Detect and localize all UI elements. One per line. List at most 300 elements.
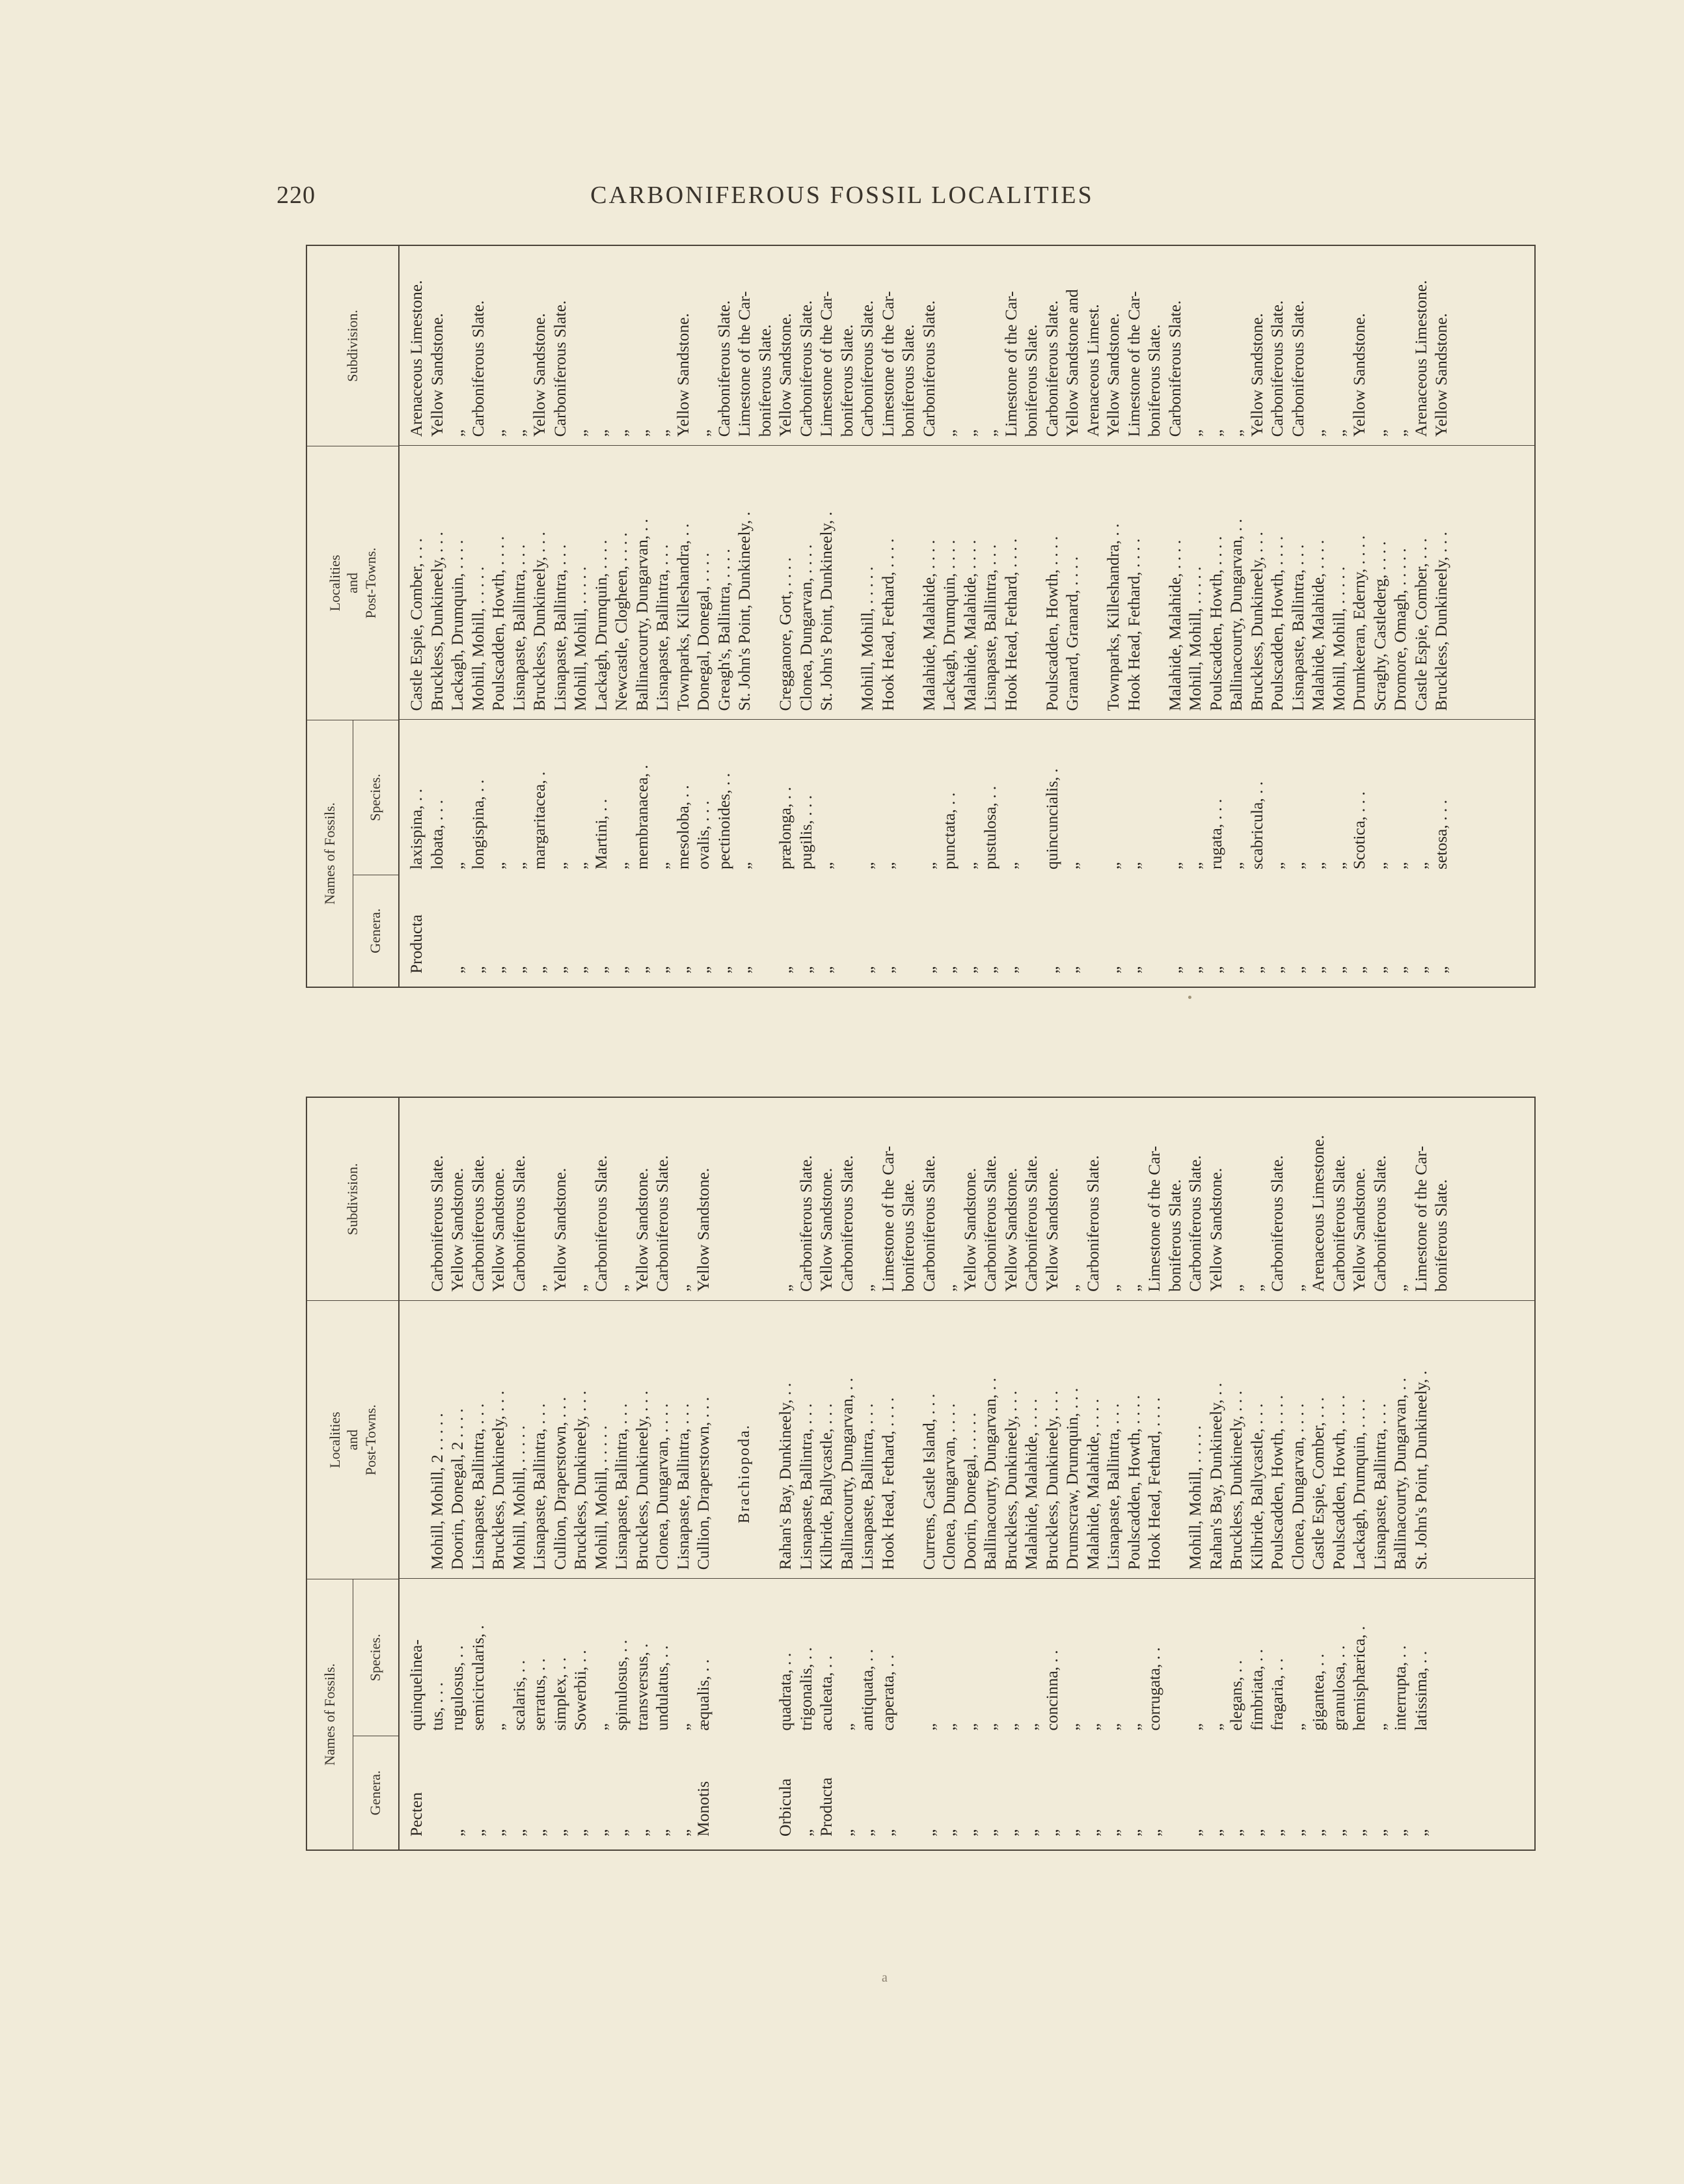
subdivision-cell: „ [673, 1284, 692, 1292]
genus-cell: „ [1124, 966, 1143, 974]
locality-cell: Hook Head, Fethard, . . . . [1124, 538, 1143, 711]
locality-cell: Lisnapaste, Ballintra, . . . [1370, 1403, 1389, 1570]
species-cell: „ [1186, 1723, 1204, 1731]
subdivision-cell: Limestone of the Car- [878, 1145, 897, 1292]
subdivision-cell: Yellow Sandstone. [1042, 1167, 1061, 1292]
species-cell: „ [591, 1723, 610, 1731]
table-row [1165, 246, 1186, 987]
genus-cell: „ [1227, 1829, 1245, 1836]
genus-cell: „ [632, 966, 651, 974]
table-row [1247, 246, 1268, 987]
subdivision-cell: Limestone of the Car- [1124, 291, 1143, 437]
subdivision-cell: „ [1391, 1284, 1409, 1292]
species-cell: ovalis, . . . [694, 800, 713, 869]
genus-cell: „ [489, 966, 508, 974]
table-row [1042, 1098, 1063, 1850]
subdivision-cell: „ [776, 1284, 794, 1292]
genus-cell: „ [1227, 966, 1245, 974]
table-row [775, 1098, 796, 1850]
locality-cell: Castle Espie, Comber, . . . [407, 538, 426, 711]
header-species: Species. [367, 773, 384, 821]
column-divider [398, 1578, 1534, 1579]
species-cell: interrupta, . . [1391, 1645, 1409, 1731]
genus-cell: „ [1411, 1829, 1430, 1836]
species-cell: æqualis, . . [694, 1659, 713, 1731]
genus-cell: „ [653, 966, 672, 974]
genus-cell: „ [468, 966, 487, 974]
table-row [816, 246, 837, 987]
subdivision-cell: Limestone of the Car- [1001, 291, 1020, 437]
subdivision-cell: Arenaceous Limest. [1083, 304, 1102, 437]
locality-cell: Malahide, Malahide, . . . . [919, 539, 938, 711]
species-cell: latissima, . . [1411, 1650, 1430, 1731]
genus-cell: „ [612, 966, 631, 974]
table-body [400, 246, 1534, 987]
table-row [1226, 1098, 1247, 1850]
genus-cell: „ [1206, 966, 1225, 974]
table-row [1247, 1098, 1268, 1850]
species-cell: „ [919, 1723, 938, 1731]
subdivision-cell: Carboniferous Slate. [837, 1155, 856, 1292]
table-row [796, 1098, 817, 1850]
footer-mark: a [882, 1971, 888, 1985]
locality-cell: Dromore, Omagh, . . . . . [1391, 548, 1409, 711]
species-cell: „ [981, 1723, 999, 1731]
table-row [570, 1098, 591, 1850]
genus-cell: „ [837, 1829, 856, 1836]
locality-cell: Malahide, Malahide, . . . . [1309, 539, 1327, 711]
table-row [1226, 246, 1247, 987]
subdivision-cell: boniferous Slate. [899, 324, 917, 437]
species-cell: Scotica, . . . [1350, 791, 1368, 869]
locality-cell: Cullion, Draperstown, . . . [550, 1397, 569, 1570]
header-names-of-fossils [307, 720, 398, 987]
table-row [632, 1098, 653, 1850]
locality-cell: Doorin, Donegal, . . . . . [960, 1412, 979, 1570]
species-cell: „ [1022, 1723, 1040, 1731]
table-row [488, 1098, 509, 1850]
subdivision-cell: „ [1124, 1284, 1143, 1292]
genus-cell: „ [1370, 1829, 1389, 1836]
subdivision-cell: „ [571, 1284, 590, 1292]
table-row [1124, 1098, 1145, 1850]
subdivision-cell: Yellow Sandstone. [1350, 313, 1368, 437]
locality-cell: Lisnapaste, Ballintra, . . . [796, 1403, 815, 1570]
table-row [1370, 1098, 1391, 1850]
subdivision-cell: Yellow Sandstone. [1104, 313, 1122, 437]
table-row [1165, 1098, 1186, 1850]
table-row [1431, 246, 1452, 987]
genus-cell: „ [612, 1829, 631, 1836]
locality-cell: Hook Head, Fethard, . . . . [878, 1397, 897, 1570]
locality-cell: Clonea, Dungarvan, . . . . [653, 1403, 672, 1570]
table-row [673, 246, 694, 987]
locality-cell: Hook Head, Fethard, . . . . [1001, 538, 1020, 711]
locality-cell: Bruckless, Dunkineely, . . . [1001, 1390, 1020, 1570]
subdivision-cell: Yellow Sandstone. [960, 1167, 979, 1292]
genus-cell: „ [1022, 1829, 1040, 1836]
species-cell: „ [1227, 862, 1245, 869]
species-cell: „ [509, 862, 528, 869]
subdivision-cell: boniferous Slate. [1022, 324, 1040, 437]
table-row [1288, 1098, 1309, 1850]
subdivision-cell: Yellow Sandstone. [1206, 1167, 1225, 1292]
locality-cell: Hook Head, Fethard, . . . . [1145, 1397, 1163, 1570]
genus-cell: „ [591, 1829, 610, 1836]
locality-cell: Lisnapaste, Ballintra, . . . [673, 1403, 692, 1570]
subdivision-cell: Carboniferous Slate. [1268, 1155, 1286, 1292]
table-row [714, 246, 735, 987]
locality-cell: Mohill, Mohill, . . . . . [1186, 1425, 1204, 1570]
locality-cell: Mohill, Mohill, . . . . . [468, 566, 487, 711]
table-row [1103, 246, 1124, 987]
genus-cell: „ [858, 1829, 876, 1836]
table-row [714, 1098, 735, 1850]
species-cell: „ [612, 862, 631, 869]
locality-cell: Townparks, Killeshandra, . . [673, 523, 692, 711]
subdivision-cell: boniferous Slate. [755, 324, 774, 437]
species-cell: „ [1124, 1723, 1143, 1731]
locality-cell: Newcastle, Clogheen, . . . . [612, 532, 631, 711]
header-genera: Genera. [353, 1736, 399, 1850]
genus-cell: „ [878, 1829, 897, 1836]
subdivision-cell: Carboniferous Slate. [1268, 300, 1286, 437]
genus-cell: „ [940, 1829, 958, 1836]
species-cell: fimbriata, . . [1247, 1649, 1266, 1731]
locality-cell: Currens, Castle Island, . . . [919, 1393, 938, 1570]
locality-cell: Rahan's Bay, Dunkineely, . . [776, 1382, 794, 1570]
subdivision-cell: „ [1186, 429, 1204, 437]
species-cell: simplex, . . [550, 1657, 569, 1731]
header-subdivision: Subdivision. [344, 310, 360, 382]
subdivision-cell: Carboniferous Slate. [796, 300, 815, 437]
table-row [447, 1098, 468, 1850]
locality-cell: Malahide, Malahide, . . . . [1083, 1399, 1102, 1570]
locality-cell: Drumscraw, Drumquin, . . . [1063, 1387, 1081, 1570]
genus-cell: „ [1104, 1829, 1122, 1836]
table-row [1062, 1098, 1083, 1850]
locality-cell: Castle Espie, Comber, . . . [1309, 1397, 1327, 1570]
subdivision-cell: Carboniferous Slate. [1042, 300, 1061, 437]
species-cell: „ [1165, 862, 1184, 869]
species-cell: „ [1083, 1723, 1102, 1731]
table-row [652, 1098, 673, 1850]
table-row [1021, 246, 1042, 987]
subdivision-cell: Carboniferous Slate. [653, 1155, 672, 1292]
table-row [1431, 1098, 1452, 1850]
locality-cell: Mohill, Mohill, . . . . . [858, 566, 876, 711]
species-cell: „ [940, 1723, 958, 1731]
locality-cell: St. John's Point, Dunkineely, . [735, 512, 754, 711]
species-cell: „ [1391, 862, 1409, 869]
table-row [1144, 246, 1165, 987]
rotated-table-content [307, 246, 1534, 987]
locality-cell: Donegal, Donegal, . . . . [694, 553, 713, 711]
genus-cell: „ [1350, 966, 1368, 974]
locality-cell: Lisnapaste, Ballintra, . . . [1104, 1403, 1122, 1570]
species-cell: gigantea, . . [1309, 1654, 1327, 1731]
genus-cell: „ [1268, 966, 1286, 974]
locality-cell: Clonea, Dungarvan, . . . . [1288, 1403, 1307, 1570]
locality-cell: Lisnapaste, Ballintra, . . . [653, 544, 672, 711]
genus-cell: „ [919, 966, 938, 974]
subdivision-cell: Carboniferous Slate. [591, 1155, 610, 1292]
locality-cell: Bruckless, Dunkineely, . . . [530, 532, 549, 711]
table-row [1124, 246, 1145, 987]
table-row [1062, 246, 1083, 987]
locality-cell: Mohill, Mohill, . . . . . [509, 1425, 528, 1570]
locality-cell: Lisnapaste, Ballintra, . . . [530, 1403, 549, 1570]
genus-cell: „ [1206, 1829, 1225, 1836]
subdivision-cell: „ [1227, 1284, 1245, 1292]
subdivision-cell: Yellow Sandstone. [694, 1167, 713, 1292]
species-cell: tus, . . . [427, 1682, 446, 1731]
genus-cell: „ [817, 966, 835, 974]
genus-cell: „ [1124, 1829, 1143, 1836]
locality-cell: Mohill, Mohill, . . . . . [1329, 566, 1348, 711]
locality-cell: Lisnapaste, Ballintra, . . . [1288, 544, 1307, 711]
species-cell: rugulosus, . . [448, 1645, 467, 1731]
species-cell: „ [960, 1723, 979, 1731]
subdivision-cell: Yellow Sandstone. [673, 313, 692, 437]
species-cell: pustulosa, . . [981, 785, 999, 869]
locality-cell: Lisnapaste, Ballintra, . . . [550, 544, 569, 711]
species-cell: aculeata, . . [817, 1655, 835, 1731]
species-cell: „ [1268, 862, 1286, 869]
genus-cell: „ [571, 966, 590, 974]
species-cell: „ [1001, 1723, 1020, 1731]
subdivision-cell: Carboniferous Slate. [919, 1155, 938, 1292]
subdivision-cell: „ [981, 429, 999, 437]
locality-cell: Mohill, Mohill, 2 . . . . . [427, 1413, 446, 1570]
locality-cell: Ballinacourty, Dungarvan, . . [981, 1378, 999, 1570]
locality-cell: Lisnapaste, Ballintra, . . . [981, 544, 999, 711]
subdivision-cell: Carboniferous Slate. [427, 1155, 446, 1292]
locality-cell: Mohill, Mohill, . . . . . [591, 1425, 610, 1570]
subdivision-cell: „ [530, 1284, 549, 1292]
genus-cell: „ [960, 1829, 979, 1836]
table-row [1185, 1098, 1206, 1850]
locality-cell: Townparks, Killeshandra, . . [1104, 523, 1122, 711]
subdivision-cell: „ [858, 1284, 876, 1292]
subdivision-cell: Carboniferous Slate. [1370, 1155, 1389, 1292]
table-row [611, 246, 632, 987]
table-row [1349, 246, 1370, 987]
locality-cell: Bruckless, Dunkineely, . . . [427, 532, 446, 711]
genus-cell: „ [509, 1829, 528, 1836]
genus-cell: „ [1186, 1829, 1204, 1836]
subdivision-cell: Carboniferous Slate. [468, 300, 487, 437]
table-row [755, 1098, 776, 1850]
table-row [1370, 246, 1391, 987]
table-header [307, 246, 400, 987]
species-cell: laxispina, . . [407, 788, 426, 869]
table-row [980, 1098, 1001, 1850]
species-cell: „ [735, 862, 754, 869]
subdivision-cell: Limestone of the Car- [878, 291, 897, 437]
species-cell: margaritacea, . [530, 771, 549, 869]
subdivision-cell: Yellow Sandstone. [1350, 1167, 1368, 1292]
locality-cell: Poulscadden, Howth, . . . . [489, 536, 508, 711]
genus-cell: „ [509, 966, 528, 974]
subdivision-cell: Yellow Sandstone. [632, 1167, 651, 1292]
table-row [857, 1098, 878, 1850]
table-row [1185, 246, 1206, 987]
locality-cell: St. John's Point, Dunkineely, . [1411, 1371, 1430, 1570]
species-cell: lobata, . . . [427, 800, 446, 869]
genus-cell: „ [1391, 1829, 1409, 1836]
subdivision-cell: Yellow Sandstone. [530, 313, 549, 437]
subdivision-cell: Limestone of the Car- [735, 291, 754, 437]
subdivision-cell: „ [694, 429, 713, 437]
locality-cell: Ballinacourty, Dungarvan, . . [1227, 519, 1245, 711]
header-subdivision: Subdivision. [344, 1163, 360, 1235]
subdivision-cell: boniferous Slate. [1145, 324, 1163, 437]
species-cell: „ [489, 1723, 508, 1731]
species-cell: „ [1001, 862, 1020, 869]
genus-cell: „ [550, 966, 569, 974]
genus-cell: „ [530, 1829, 549, 1836]
locality-cell: Kilbride, Ballycastle, . . . [1247, 1403, 1266, 1570]
species-cell: prælonga, . . [776, 787, 794, 869]
species-cell: „ [550, 862, 569, 869]
locality-cell: Castle Espie, Comber, . . . [1411, 538, 1430, 711]
genus-cell: „ [1083, 1829, 1102, 1836]
species-cell: scalaris, . . [509, 1660, 528, 1731]
genus-cell: „ [550, 1829, 569, 1836]
locality-cell: Hook Head, Fethard, . . . . [878, 538, 897, 711]
table-row [1083, 1098, 1104, 1850]
species-cell: Martini, . . [591, 799, 610, 869]
table-row [1349, 1098, 1370, 1850]
genus-cell: „ [1329, 966, 1348, 974]
locality-cell: Poulscadden, Howth, . . . . [1268, 1395, 1286, 1570]
genus-cell: „ [1247, 1829, 1266, 1836]
locality-cell: Poulscadden, Howth, . . . . [1206, 536, 1225, 711]
subdivision-cell: „ [1063, 1284, 1081, 1292]
locality-cell: Clonea, Dungarvan, . . . . [940, 1403, 958, 1570]
subdivision-cell: Carboniferous Slate. [1165, 300, 1184, 437]
table-row [427, 246, 448, 987]
subdivision-cell: „ [591, 429, 610, 437]
species-cell: semicircularis, . [468, 1625, 487, 1731]
fossil-table-top [306, 245, 1536, 988]
locality-cell: St. John's Point, Dunkineely, . [817, 512, 835, 711]
genus-cell: „ [1104, 966, 1122, 974]
species-cell: „ [1063, 862, 1081, 869]
subdivision-cell: Carboniferous Slate. [1329, 1155, 1348, 1292]
subdivision-cell: „ [1104, 1284, 1122, 1292]
subdivision-cell: Limestone of the Car- [817, 291, 835, 437]
subdivision-cell: „ [1288, 1284, 1307, 1292]
table-row [611, 1098, 632, 1850]
species-cell: membranacea, . [632, 765, 651, 869]
locality-cell: Lackagh, Drumquin, . . . . [1350, 1399, 1368, 1570]
genus-cell: „ [1370, 966, 1389, 974]
subdivision-cell: Arenaceous Limestone. [407, 280, 426, 437]
table-row [796, 246, 817, 987]
subdivision-cell: Carboniferous Slate. [1186, 1155, 1204, 1292]
locality-cell: Greagh's, Ballintra, . . . . [714, 549, 733, 711]
table-row [816, 1098, 837, 1850]
subdivision-cell: „ [509, 429, 528, 437]
species-cell: „ [448, 862, 467, 869]
genus-cell: „ [1145, 1829, 1163, 1836]
genus-cell: „ [1186, 966, 1204, 974]
species-cell: setosa, . . . [1432, 799, 1450, 869]
subdivision-cell: „ [940, 429, 958, 437]
table-row [591, 1098, 612, 1850]
locality-cell: Bruckless, Dunkineely, . . . [489, 1390, 508, 1570]
subdivision-cell: Carboniferous Slate. [919, 300, 938, 437]
genus-cell: „ [632, 1829, 651, 1836]
table-row [693, 1098, 714, 1850]
species-cell: „ [1288, 1723, 1307, 1731]
genus-cell: „ [1329, 1829, 1348, 1836]
species-cell: „ [837, 1723, 856, 1731]
species-cell: „ [1104, 862, 1122, 869]
subdivision-cell: Carboniferous Slate. [858, 300, 876, 437]
locality-cell: Granard, Granard, . . . . [1063, 556, 1081, 711]
table-row [1001, 1098, 1022, 1850]
table-row [1411, 1098, 1432, 1850]
genus-cell: Pecten [407, 1792, 426, 1836]
genus-cell: „ [919, 1829, 938, 1836]
species-cell: mesoloba, . . [673, 785, 692, 869]
table-row [509, 246, 530, 987]
column-divider [398, 1300, 1534, 1301]
genus-cell: „ [1247, 966, 1266, 974]
species-cell: elegans, . . [1227, 1660, 1245, 1731]
table-row [878, 246, 899, 987]
subdivision-cell: Yellow Sandstone. [448, 1167, 467, 1292]
species-cell: serratus, . . [530, 1658, 549, 1731]
locality-cell: Ballinacourty, Dungarvan, . . [632, 519, 651, 711]
subdivision-cell: „ [1309, 429, 1327, 437]
section-heading: Brachiopoda. [735, 1424, 753, 1523]
genus-cell: „ [468, 1829, 487, 1836]
species-cell: scabricula, . . [1247, 781, 1266, 869]
locality-cell: Drumkeeran, Ederny, . . . . [1350, 535, 1368, 711]
table-row [1206, 1098, 1227, 1850]
table-row [1390, 1098, 1411, 1850]
subdivision-cell: „ [612, 1284, 631, 1292]
subdivision-cell: „ [1206, 429, 1225, 437]
subdivision-cell: Yellow Sandstone. [1247, 313, 1266, 437]
table-row [447, 246, 468, 987]
species-cell: undulatus, . . [653, 1645, 672, 1731]
table-row [857, 246, 878, 987]
subdivision-cell: Yellow Sandstone. [817, 1167, 835, 1292]
table-row [427, 1098, 448, 1850]
locality-cell: Rahan's Bay, Dunkineely, . . [1206, 1382, 1225, 1570]
table-row [1267, 246, 1288, 987]
genus-cell: Producta [407, 914, 426, 974]
genus-cell: „ [673, 966, 692, 974]
genus-cell: „ [694, 966, 713, 974]
subdivision-cell: „ [940, 1284, 958, 1292]
locality-cell: Clonea, Dungarvan, . . . . [796, 544, 815, 711]
species-cell: „ [1186, 862, 1204, 869]
species-cell: „ [1104, 1723, 1122, 1731]
locality-cell: Lackagh, Drumquin, . . . . [448, 539, 467, 711]
genus-cell: „ [714, 966, 733, 974]
genus-cell: Orbicula [776, 1778, 794, 1836]
table-row [550, 1098, 571, 1850]
locality-cell: Lisnapaste, Ballintra, . . . [612, 1403, 631, 1570]
genus-cell: „ [1001, 966, 1020, 974]
locality-cell: Lisnapaste, Ballintra, . . . [468, 1403, 487, 1570]
